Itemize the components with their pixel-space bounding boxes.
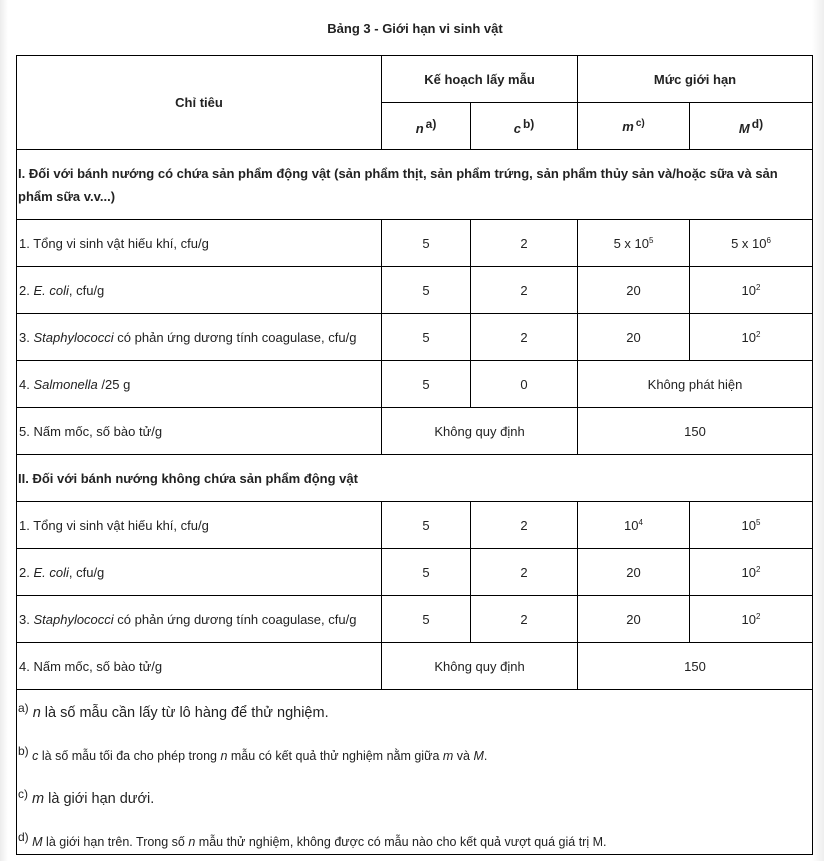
M-value-exponent: 2	[756, 329, 761, 339]
organism-name: Salmonella	[33, 376, 98, 392]
footnote-symbol: n	[188, 835, 196, 849]
footnotes-row	[17, 690, 813, 855]
sampling-plan-cell: Không quy định	[382, 643, 578, 690]
n-value: 5	[382, 549, 471, 596]
footnote-text: là số mẫu tối đa cho phép trong	[38, 749, 221, 763]
limit-cell: 150	[578, 408, 813, 455]
section-2-title-row	[17, 455, 813, 502]
c-value: 2	[471, 549, 578, 596]
criterion-number: 1.	[19, 235, 34, 251]
header-n-symbol: n	[415, 120, 424, 136]
table-row	[17, 408, 813, 455]
header-row-1	[17, 56, 813, 103]
organism-name: Staphylococci	[33, 329, 114, 345]
page-right-edge	[812, 0, 824, 861]
criterion-text: Nấm mốc, số bào tử/g	[33, 658, 163, 674]
section-1-title: I. Đối với bánh nướng có chứa sản phẩm động vật (sản phẩm thịt, sản phẩm trứng, sản phẩm thủy sản và/hoặc sữa và sản phẩm sữa v.v...)	[17, 150, 813, 220]
organism-name: E. coli	[33, 564, 69, 580]
header-n-note: a)	[425, 116, 437, 131]
table-caption: Bảng 3 - Giới hạn vi sinh vật	[327, 21, 503, 36]
header-c-symbol: c	[513, 120, 521, 136]
M-value-base: 10	[741, 282, 757, 298]
M-value-base: 5 x 10	[731, 235, 767, 251]
M-value-exponent: 2	[756, 282, 761, 292]
criterion-cell	[17, 596, 382, 643]
n-value: 5	[382, 267, 471, 314]
footnote-text: và	[453, 749, 474, 763]
criterion-text: Nấm mốc, số bào tử/g	[33, 423, 163, 439]
organism-name: E. coli	[33, 282, 69, 298]
footnote-a	[18, 696, 811, 725]
footnote-text: là số mẫu cần lấy từ lô hàng để thử nghiệm.	[40, 705, 329, 721]
criterion-number: 5.	[19, 423, 34, 439]
footnotes-cell	[17, 690, 813, 855]
criterion-cell	[17, 361, 382, 408]
criterion-cell	[17, 502, 382, 549]
M-value-base: 10	[741, 329, 757, 345]
footnote-text: là giới hạn dưới.	[44, 791, 155, 807]
footnote-symbol: M	[32, 835, 43, 849]
footnote-mark: b)	[18, 744, 29, 758]
footnote-text: là giới hạn trên. Trong số	[42, 835, 189, 849]
M-value	[690, 596, 813, 643]
footnote-mark: d)	[18, 830, 29, 844]
footnote-mark: a)	[18, 701, 29, 715]
criterion-number: 1.	[19, 517, 34, 533]
footnote-symbol: c	[32, 749, 39, 763]
criterion-number: 4.	[19, 376, 34, 392]
criterion-text: , cfu/g	[68, 282, 105, 298]
criterion-cell	[17, 408, 382, 455]
criterion-number: 2.	[19, 282, 34, 298]
footnote-c	[18, 782, 811, 811]
n-value: 5	[382, 596, 471, 643]
M-value	[690, 267, 813, 314]
header-M	[690, 103, 813, 150]
table-row	[17, 314, 813, 361]
footnote-b	[18, 739, 811, 768]
criterion-number: 2.	[19, 564, 34, 580]
header-c	[471, 103, 578, 150]
section-2-title: II. Đối với bánh nướng không chứa sản phẩm động vật	[17, 455, 813, 502]
header-sampling-plan: Kế hoạch lấy mẫu	[382, 56, 578, 103]
limit-cell: Không phát hiện	[578, 361, 813, 408]
c-value: 2	[471, 267, 578, 314]
criterion-text: Tổng vi sinh vật hiếu khí, cfu/g	[33, 235, 209, 251]
M-value-base: 10	[741, 517, 757, 533]
footnote-symbol: n	[220, 749, 228, 763]
criterion-text: /25 g	[97, 376, 131, 392]
footnote-symbol: M	[473, 749, 484, 763]
limit-cell: 150	[578, 643, 813, 690]
sampling-plan-cell: Không quy định	[382, 408, 578, 455]
header-m	[578, 103, 690, 150]
m-value	[578, 549, 690, 596]
M-value-exponent: 2	[756, 611, 761, 621]
m-value	[578, 502, 690, 549]
header-limit-level: Mức giới hạn	[578, 56, 813, 103]
n-value: 5	[382, 502, 471, 549]
table-row	[17, 220, 813, 267]
criterion-number: 3.	[19, 329, 34, 345]
header-M-note: d)	[751, 116, 764, 131]
M-value-base: 10	[741, 611, 757, 627]
page-left-edge	[0, 0, 8, 861]
m-value	[578, 220, 690, 267]
m-value-exponent: 4	[638, 517, 643, 527]
header-criterion: Chỉ tiêu	[17, 56, 382, 150]
table-row	[17, 361, 813, 408]
criterion-text: có phản ứng dương tính coagulase, cfu/g	[113, 329, 357, 345]
organism-name: Staphylococci	[33, 611, 114, 627]
footnote-text: .	[483, 749, 488, 763]
m-value	[578, 314, 690, 361]
header-c-note: b)	[522, 116, 535, 131]
M-value	[690, 220, 813, 267]
n-value: 5	[382, 314, 471, 361]
criterion-number: 3.	[19, 611, 34, 627]
m-value-base: 20	[626, 564, 641, 580]
n-value: 5	[382, 220, 471, 267]
criterion-cell	[17, 643, 382, 690]
table-row	[17, 643, 813, 690]
c-value: 2	[471, 220, 578, 267]
m-value-base: 10	[624, 517, 639, 533]
n-value: 5	[382, 361, 471, 408]
criterion-cell	[17, 314, 382, 361]
table-row	[17, 267, 813, 314]
table-row	[17, 549, 813, 596]
header-n	[382, 103, 471, 150]
c-value: 2	[471, 596, 578, 643]
header-m-note: c)	[635, 118, 645, 129]
c-value: 2	[471, 314, 578, 361]
footnote-symbol: m	[32, 791, 45, 807]
M-value	[690, 314, 813, 361]
m-value-base: 20	[626, 611, 641, 627]
footnote-mark: c)	[18, 787, 28, 801]
criterion-text: , cfu/g	[68, 564, 105, 580]
M-value-exponent: 2	[756, 564, 761, 574]
footnote-d	[18, 825, 811, 854]
footnote-symbol: m	[442, 749, 454, 763]
M-value	[690, 502, 813, 549]
table-row	[17, 502, 813, 549]
header-M-symbol: M	[738, 120, 750, 136]
M-value-exponent: 5	[756, 517, 761, 527]
criterion-cell	[17, 267, 382, 314]
criterion-text: Tổng vi sinh vật hiếu khí, cfu/g	[33, 517, 209, 533]
m-value	[578, 267, 690, 314]
m-value-base: 20	[626, 282, 641, 298]
criterion-cell	[17, 220, 382, 267]
section-1-title-row	[17, 150, 813, 220]
table-row	[17, 596, 813, 643]
m-value	[578, 596, 690, 643]
footnote-text: mẫu có kết quả thử nghiệm nằm giữa	[227, 749, 443, 763]
header-m-symbol: m	[622, 119, 634, 134]
M-value-base: 10	[741, 564, 757, 580]
footnote-symbol: n	[32, 705, 41, 721]
c-value: 0	[471, 361, 578, 408]
microbiological-limits-table	[16, 55, 813, 855]
m-value-exponent: 5	[649, 235, 654, 245]
M-value	[690, 549, 813, 596]
criterion-cell	[17, 549, 382, 596]
m-value-base: 20	[626, 329, 641, 345]
c-value: 2	[471, 502, 578, 549]
criterion-number: 4.	[19, 658, 34, 674]
criterion-text: có phản ứng dương tính coagulase, cfu/g	[113, 611, 357, 627]
M-value-exponent: 6	[766, 235, 771, 245]
m-value-base: 5 x 10	[613, 235, 649, 251]
footnote-text: mẫu thử nghiệm, không được có mẫu nào cho kết quả vượt quá giá trị M.	[195, 835, 607, 849]
